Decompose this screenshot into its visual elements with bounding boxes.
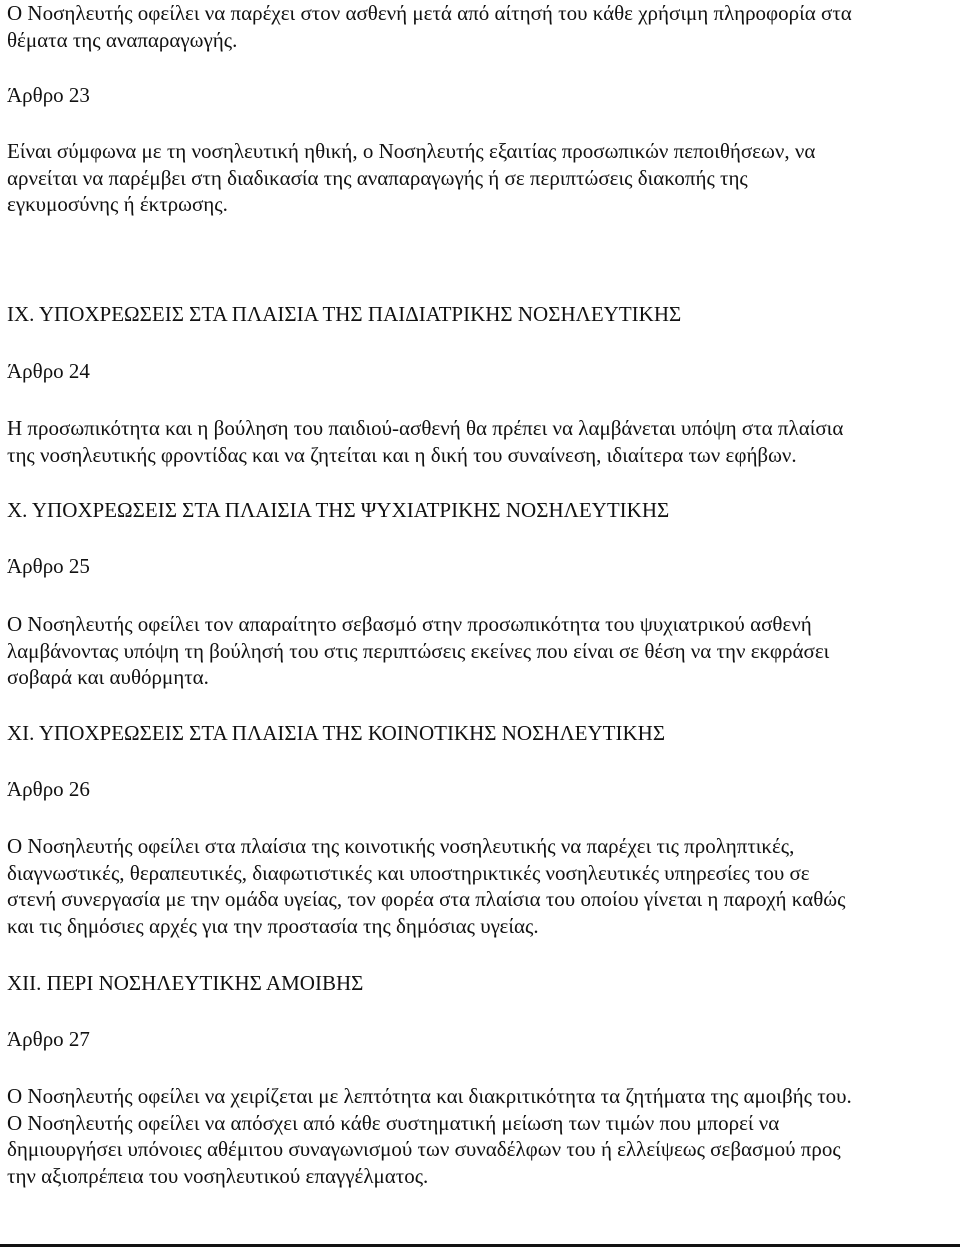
article-24-title: Άρθρο 24 — [7, 359, 90, 383]
footer-divider — [0, 1244, 960, 1247]
paragraph-article-26: Ο Νοσηλευτής οφείλει στα πλαίσια της κοινοτικής νοσηλευτικής να παρέχει τις προληπτικές, διαγνωστικές, θεραπευτικές, διαφωτιστικές και υποστηρικτικές νοσηλευτικές υπηρεσίες του σε στενή συνεργασία με την ομάδα υγείας, τον φορέα στα πλαίσια του οποίου γίνεται η παροχή καθώς και τις δημόσιες αρχές για την προστασία της δημόσιας υγείας. — [7, 834, 846, 938]
article-26-title: Άρθρο 26 — [7, 777, 90, 801]
paragraph-article-24: Η προσωπικότητα και η βούληση του παιδιού-ασθενή θα πρέπει να λαμβάνεται υπόψη στα πλαίσια της νοσηλευτικής φροντίδας και να ζητείται και η δική του συναίνεση, ιδιαίτερα των εφήβων. — [7, 416, 844, 467]
article-23-title: Άρθρο 23 — [7, 83, 90, 107]
paragraph-article-27: Ο Νοσηλευτής οφείλει να χειρίζεται με λεπτότητα και διακριτικότητα τα ζητήματα της αμοιβής του. Ο Νοσηλευτής οφείλει να απόσχει από κάθε συστηματική μείωση των τιμών που μπορεί να δημιουργήσει υπόνοιες αθέμιτου συναγωνισμού των συναδέλφων του ή ελλείψεως σεβασμού προς την αξιοπρέπεια του νοσηλευτικού επαγγέλματος. — [7, 1084, 852, 1188]
paragraph-article-23: Είναι σύμφωνα με τη νοσηλευτική ηθική, ο Νοσηλευτής εξαιτίας προσωπικών πεποιθήσεων, να αρνείται να παρέμβει στη διαδικασία της αναπαραγωγής ή σε περιπτώσεις διακοπής της εγκυμοσύνης ή έκτρωσης. — [7, 139, 816, 216]
paragraph-reproduction-info: Ο Νοσηλευτής οφείλει να παρέχει στον ασθενή μετά από αίτησή του κάθε χρήσιμη πληροφορία στα θέματα της αναπαραγωγής. — [7, 1, 852, 52]
section-ix-heading: ΙΧ. ΥΠΟΧΡΕΩΣΕΙΣ ΣΤΑ ΠΛΑΙΣΙΑ ΤΗΣ ΠΑΙΔΙΑΤΡΙΚΗΣ ΝΟΣΗΛΕΥΤΙΚΗΣ — [7, 302, 682, 326]
article-27-title: Άρθρο 27 — [7, 1027, 90, 1051]
section-x-heading: Χ. ΥΠΟΧΡΕΩΣΕΙΣ ΣΤΑ ΠΛΑΙΣΙΑ ΤΗΣ ΨΥΧΙΑΤΡΙΚΗΣ ΝΟΣΗΛΕΥΤΙΚΗΣ — [7, 498, 670, 522]
section-xii-heading: ΧΙΙ. ΠΕΡΙ ΝΟΣΗΛΕΥΤΙΚΗΣ ΑΜΟΙΒΗΣ — [7, 971, 364, 995]
section-xi-heading: ΧΙ. ΥΠΟΧΡΕΩΣΕΙΣ ΣΤΑ ΠΛΑΙΣΙΑ ΤΗΣ ΚΟΙΝΟΤΙΚΗΣ ΝΟΣΗΛΕΥΤΙΚΗΣ — [7, 721, 666, 745]
paragraph-article-25: Ο Νοσηλευτής οφείλει τον απαραίτητο σεβασμό στην προσωπικότητα του ψυχιατρικού ασθενή λαμβάνοντας υπόψη τη βούλησή του στις περιπτώσεις εκείνες που είναι σε θέση να την εκφράσει σοβαρά και αυθόρμητα. — [7, 612, 830, 689]
article-25-title: Άρθρο 25 — [7, 554, 90, 578]
